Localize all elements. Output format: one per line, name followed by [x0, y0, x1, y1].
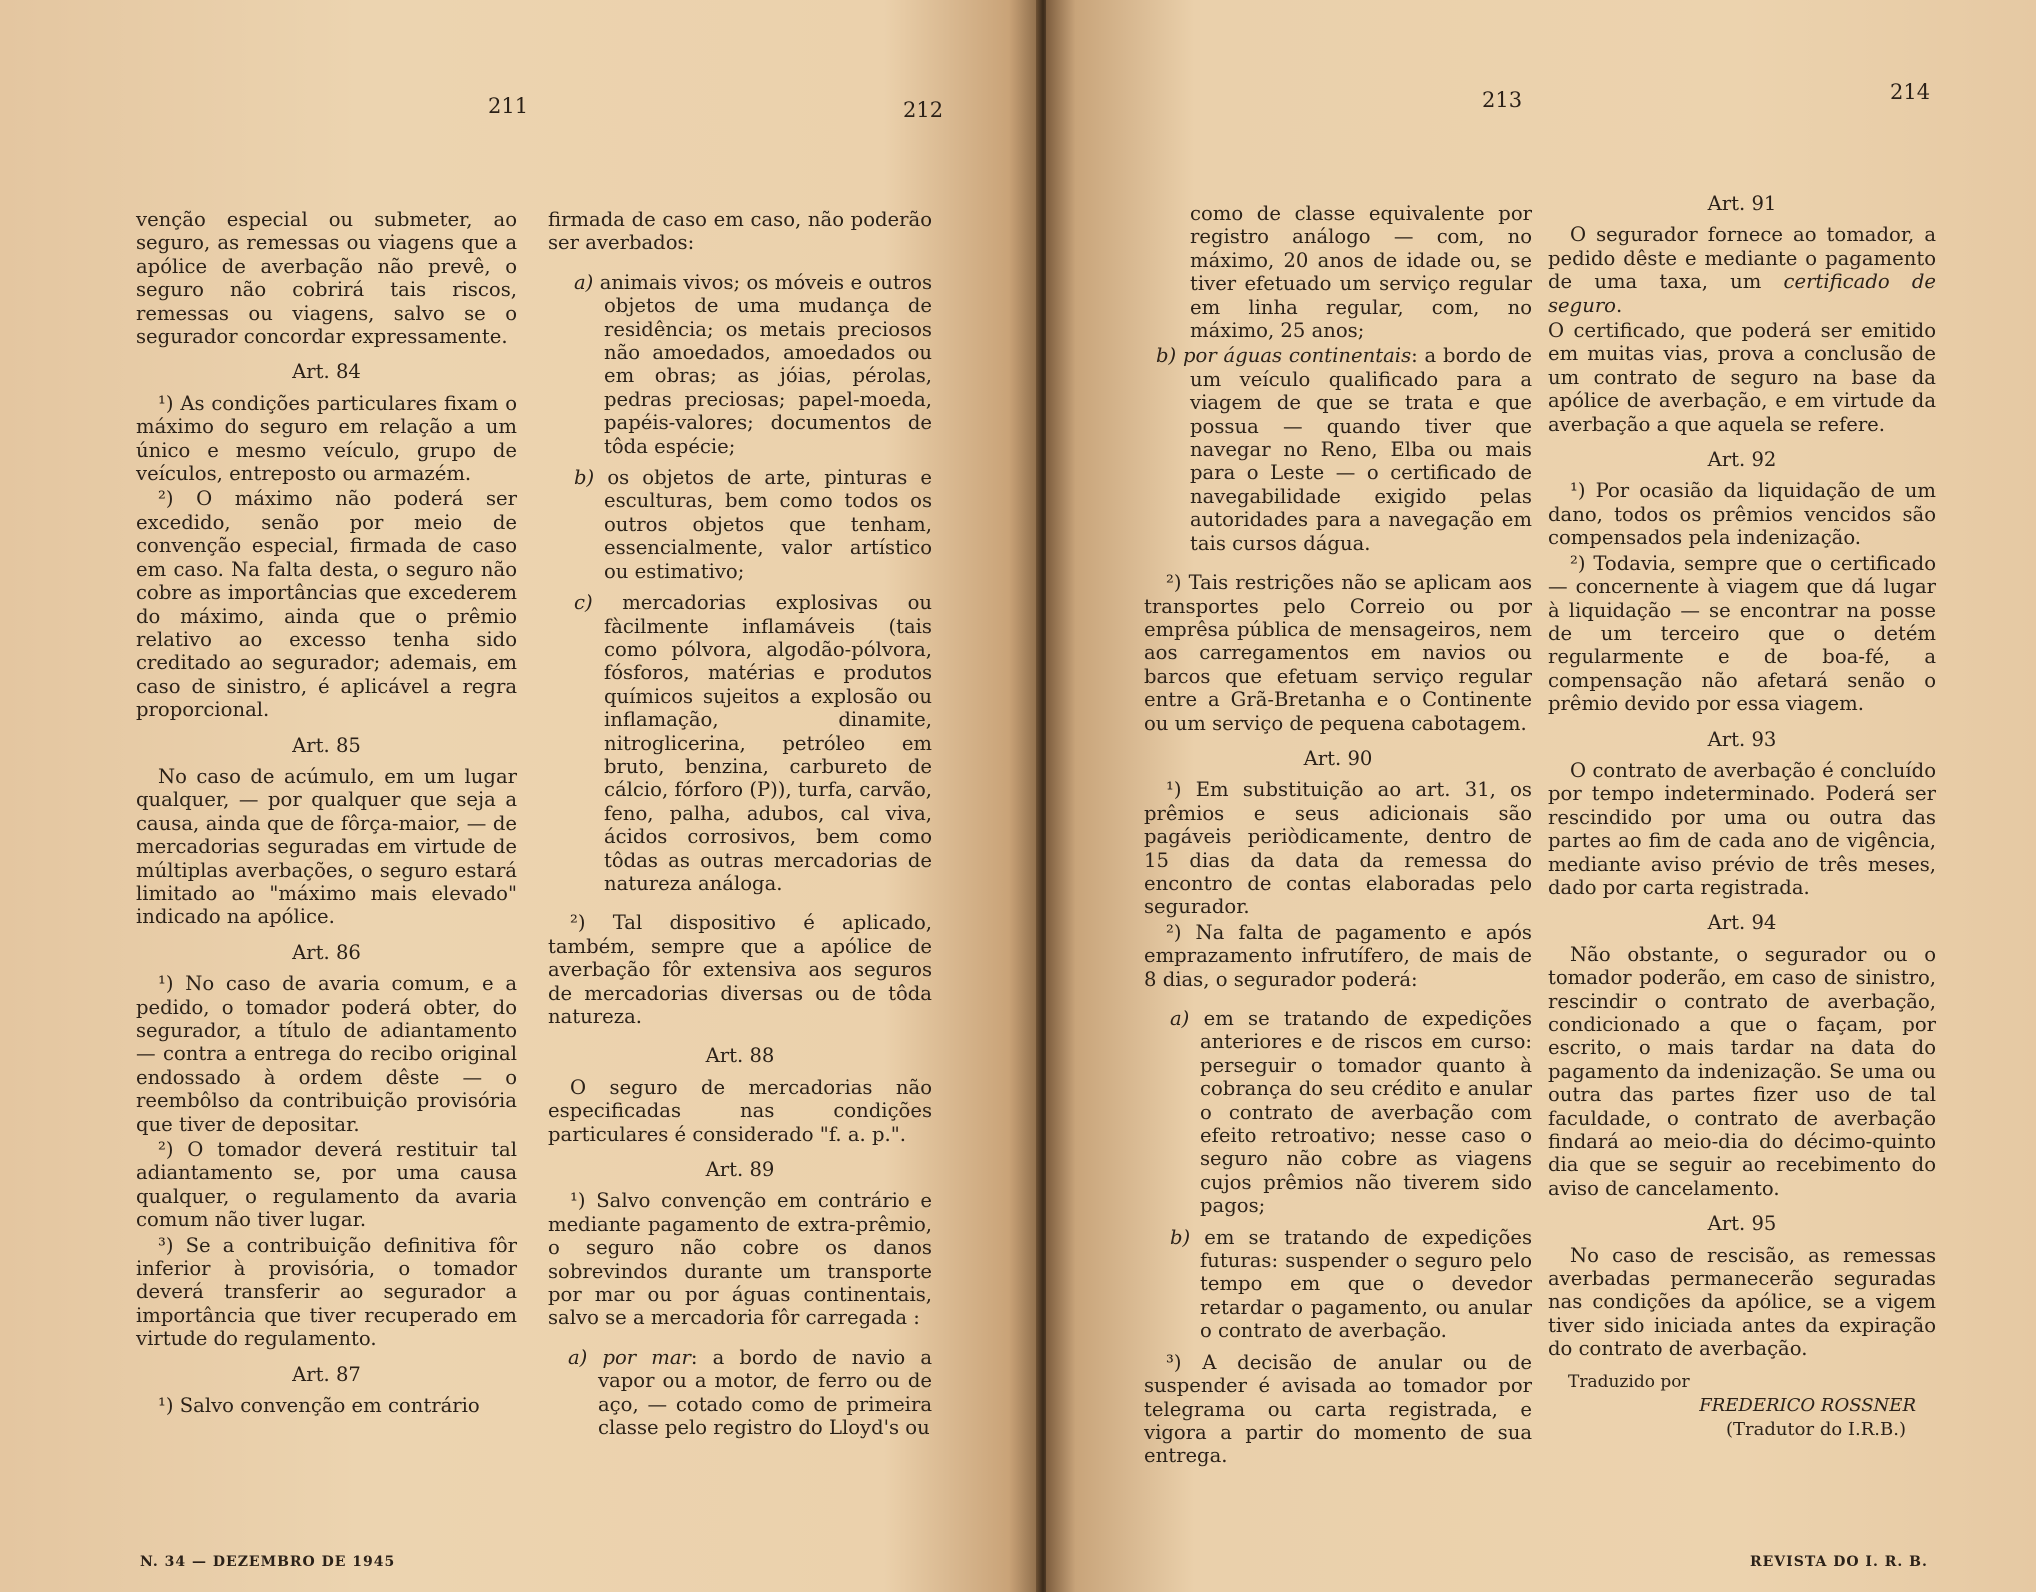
column-page-211: [136, 208, 517, 1420]
paragraph: No caso de acúmulo, em um lugar qualquer, — por qualquer que seja a causa, ainda que de fôrça-maior, — de mercadorias seguradas em virtude de múltiplas averbações, o seguro estará limitado ao "máximo mais elevado" indicado na apólice.: [136, 764, 517, 929]
paragraph: ²) Na falta de pagamento e após emprazamento infrutífero, de mais de 8 dias, o segurador poderá:: [1144, 920, 1532, 991]
item-label: b): [1170, 1225, 1191, 1249]
article-heading-85: Art. 85: [292, 733, 361, 757]
paragraph: ³) Se a contribuição definitiva fôr inferior à provisória, o tomador deverá transferir ao segurador a importância que tiver recuperado em virtude do regulamento.: [136, 1233, 517, 1351]
right-page: [1046, 0, 2036, 1592]
list-item: [548, 1346, 932, 1440]
article-heading-87: Art. 87: [292, 1362, 361, 1386]
paragraph: [1548, 223, 1936, 317]
column-page-213: [1144, 202, 1532, 1470]
article-heading-90: Art. 90: [1303, 746, 1373, 770]
item-label: a): [574, 270, 594, 294]
list-item: [548, 271, 932, 458]
page-number-213: 213: [1482, 88, 1523, 112]
item-text: mercadorias explosivas ou fàcilmente inflamáveis (tais como pólvora, algodão-pólvora, fósforos, matérias e produtos químicos sujeitos a explosão ou inflamação, dinamite, nitroglicerina, petróleo em bruto, benzina, carbureto de cálcio, fórforo (P)), turfa, carvão, feno, palha, adubos, cal viva, ácidos corrosivos, bem como tôdas as outras mercadorias de natureza análoga.: [604, 591, 932, 895]
article-heading-91: Art. 91: [1707, 192, 1777, 215]
list-item: [548, 591, 932, 895]
paragraph: Não obstante, o segurador ou o tomador poderão, em caso de sinistro, rescindir o contrato de averbação, condicionado a que o façam, por escrito, o mais tardar na data do pagamento da indenização. Se uma ou outra das partes fizer uso de tal faculdade, o contrato de averbação findará ao meio-dia do décimo-quinto dia que se seguir ao recebimento do aviso de cancelamento.: [1548, 942, 1936, 1200]
translated-by-label: Traduzido por: [1568, 1371, 1690, 1392]
item-label: b): [574, 466, 595, 490]
column-page-214: [1548, 192, 1936, 1441]
article-heading-92: Art. 92: [1707, 448, 1777, 472]
item-text: : a bordo de navio a vapor ou a motor, de ferro ou de aço, — cotado como de primeira classe pelo registro do Lloyd's ou: [598, 1345, 932, 1440]
page-number-212: 212: [903, 98, 944, 122]
paragraph: ¹) Por ocasião da liquidação de um dano, todos os prêmios vencidos são compensados pela indenização.: [1548, 479, 1936, 550]
paragraph: ¹) Salvo convenção em contrário e mediante pagamento de extra-prêmio, o seguro não cobre os danos sobrevindos durante um transporte por mar ou por águas continentais, salvo se a mercadoria fôr carregada :: [548, 1189, 932, 1330]
article-heading-89: Art. 89: [705, 1158, 775, 1182]
paragraph: O contrato de averbação é concluído por tempo indeterminado. Poderá ser rescindido por uma ou outra das partes ao fim de cada ano de vigência, mediante aviso prévio de três meses, dado por carta registrada.: [1548, 758, 1936, 899]
paragraph: como de classe equivalente por registro análogo — com, no máximo, 20 anos de idade ou, se tiver efetuado um serviço regular em linha regular, com, no máximo, 25 anos;: [1190, 202, 1532, 343]
page-number-214: 214: [1890, 80, 1931, 104]
item-label: a): [1170, 1007, 1190, 1030]
paragraph: ¹) As condições particulares fixam o máximo do seguro em relação a um único e mesmo veículo, grupo de veículos, entreposto ou armazém.: [136, 391, 517, 486]
list-item: [548, 466, 932, 583]
item-text: os objetos de arte, pinturas e esculturas, bem como todos os outros objetos que tenham, essencialmente, valor artístico ou estimativo;: [604, 466, 932, 583]
article-heading-95: Art. 95: [1707, 1212, 1777, 1236]
item-label: c): [574, 591, 593, 615]
list-item: [1144, 344, 1532, 555]
text: .: [1615, 293, 1623, 317]
translator-name: FREDERICO ROSSNER: [1699, 1395, 1916, 1417]
item-label: b): [1156, 344, 1177, 368]
article-heading-94: Art. 94: [1707, 911, 1777, 935]
paragraph: ²) Tal dispositivo é aplicado, também, sempre que a apólice de averbação fôr extensiva aos seguros de mercadorias diversas ou de tôda natureza.: [548, 911, 932, 1028]
paragraph: ²) Todavia, sempre que o certificado — concernente à viagem que dá lugar à liquidação — se encontrar na posse de um terceiro que o detém regularmente e de boa-fé, a compensação não afetará senão o prêmio devido por essa viagem.: [1548, 551, 1936, 716]
item-text: em se tratando de expedições anteriores e de riscos em curso: perseguir o tomador quanto à cobrança do seu crédito e anular o contrato de averbação com efeito retroativo; nesse caso o seguro não cobre as viagens cujos prêmios não tiverem sido pagos;: [1200, 1007, 1533, 1218]
paragraph: O seguro de mercadorias não especificadas nas condições particulares é considerado "f. a. p.".: [548, 1075, 932, 1146]
paragraph: ¹) No caso de avaria comum, e a pedido, o tomador poderá obter, do segurador, a título de adiantamento — contra a entrega do recibo original endossado à ordem dêste — o reembôlso da contribuição provisória que tiver de depositar.: [136, 972, 517, 1136]
footer-issue-date: N. 34 — DEZEMBRO DE 1945: [140, 1554, 396, 1570]
paragraph: firmada de caso em caso, não poderão ser averbados:: [548, 208, 932, 255]
article-heading-93: Art. 93: [1707, 727, 1777, 751]
paragraph: venção especial ou submeter, ao seguro, as remessas ou viagens que a apólice de averbação não prevê, o seguro não cobrirá tais riscos, remessas ou viagens, salvo se o segurador concordar expressamente.: [136, 208, 517, 349]
emphasis: certificado de seguro: [1548, 270, 1936, 317]
article-heading-86: Art. 86: [292, 940, 361, 964]
paragraph: ¹) Em substituição ao art. 31, os prêmios e seus adicionais são pagáveis periòdicamente, dentro de 15 dias da data da remessa do encontro de contas elaboradas pelo segurador.: [1144, 778, 1532, 919]
list-item: [1144, 1226, 1532, 1343]
translator-signature: [1548, 1371, 1936, 1441]
text: O segurador fornece ao tomador, a pedido dêste e mediante o pagamento de uma taxa, um: [1548, 223, 1936, 294]
footer-journal-name: REVISTA DO I. R. B.: [1750, 1554, 1928, 1570]
paragraph: ¹) Salvo convenção em contrário: [158, 1394, 480, 1418]
list-item: [1144, 1007, 1532, 1218]
paragraph: ³) A decisão de anular ou de suspender é avisada ao tomador por telegrama ou carta registrada, e vigora a partir do momento de sua entrega.: [1144, 1350, 1532, 1468]
paragraph: O certificado, que poderá ser emitido em muitas vias, prova a conclusão de um contrato de seguro na base da apólice de averbação, e em virtude da averbação a que aquela se refere.: [1548, 319, 1936, 436]
page-number-211: 211: [488, 94, 529, 118]
paragraph: No caso de rescisão, as remessas averbadas permanecerão seguradas nas condições da apólice, se a vigem tiver sido iniciada antes da expiração do contrato de averbação.: [1548, 1243, 1936, 1361]
article-heading-84: Art. 84: [292, 360, 361, 384]
item-text: em se tratando de expedições futuras: suspender o seguro pelo tempo em que o devedor retardar o pagamento, ou anular o contrato de averbação.: [1200, 1225, 1533, 1343]
translator-role: (Tradutor do I.R.B.): [1725, 1418, 1906, 1440]
item-emphasis: por águas continentais: [1183, 344, 1412, 368]
item-text: animais vivos; os móveis e outros objetos de uma mudança de residência; os metais preciosos não amoedados, amoedados ou em obras; as jóias, pérolas, pedras preciosas; papel-moeda, papéis-valores; documentos de tôda espécie;: [599, 270, 932, 458]
item-emphasis: por mar: [602, 1345, 691, 1369]
article-heading-88: Art. 88: [705, 1044, 775, 1068]
item-label: a): [568, 1345, 588, 1369]
paragraph: ²) O máximo não poderá ser excedido, senão por meio de convenção especial, firmada de caso em caso. Na falta desta, o seguro não cobre as importâncias que excederem do máximo, ainda que o prêmio relativo ao excesso tenha sido creditado ao segurador; ademais, em caso de sinistro, é aplicável a regra proporcional.: [136, 487, 517, 722]
item-text: : a bordo de um veículo qualificado para a viagem de que se trata e que possua — quando tiver que navegar no Reno, Elba ou mais para o Leste — o certificado de navegabilidade exigido pelas autoridades para a navegação em tais cursos dágua.: [1190, 344, 1533, 555]
column-page-212: [548, 208, 932, 1448]
paragraph: ²) Tais restrições não se aplicam aos transportes pelo Correio ou por emprêsa pública de mensageiros, nem aos carregamentos em navios ou barcos que efetuam serviço regular entre a Grã-Bretanha e o Continente ou um serviço de pequena cabotagem.: [1144, 571, 1532, 735]
paragraph: ²) O tomador deverá restituir tal adiantamento se, por uma causa qualquer, o regulamento da avaria comum não tiver lugar.: [136, 1138, 517, 1232]
